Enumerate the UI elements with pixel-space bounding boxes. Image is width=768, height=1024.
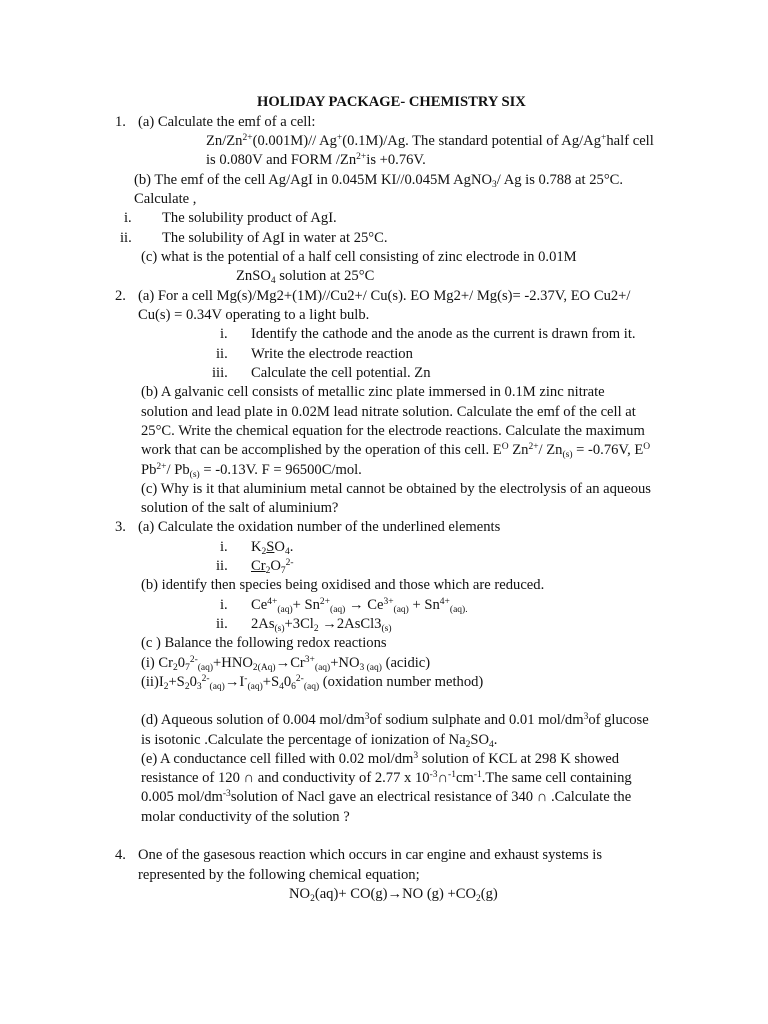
- question-3-number: 3.: [115, 519, 126, 535]
- q3-b-ii-equation: $2As_{(s)}+3Cl_2$ $\to 2AsCl3_{(s)}$: [251, 616, 392, 634]
- q3-a-ii-formula: $Cr_2O_7^{2-}$: [251, 558, 294, 576]
- q2-b-text-5: $Pb^{2+}/$ $Pb_{(s)} = -0.13V$. F = 96500C/mol.: [141, 462, 362, 480]
- q1-a-intro: (a) Calculate the emf of a cell:: [138, 114, 316, 130]
- q4-text-2: represented by the following chemical equation;: [138, 867, 420, 883]
- q4-equation: $NO_2(aq)+ CO(g)\to NO$ $(g) +CO_2(g)$: [289, 886, 498, 904]
- q2-a-i-number: i.: [220, 326, 228, 342]
- q3-e-text-1: (e) A conductance cell filled with 0.02 mol/$dm^3$ solution of KCL at 298 K showed: [141, 751, 620, 767]
- q2-a-iii-number: iii.: [212, 365, 228, 381]
- q3-e-text-4: molar conductivity of the solution ?: [141, 809, 350, 825]
- q1-c-text-1: (c) what is the potential of a half cell consisting of zinc electrode in 0.01M: [141, 249, 577, 265]
- question-1-number: 1.: [115, 114, 126, 130]
- page-title: HOLIDAY PACKAGE- CHEMISTRY SIX: [257, 94, 526, 110]
- q1-b-ii-number: ii.: [120, 230, 132, 246]
- q1-b-i-number: i.: [124, 210, 132, 226]
- q1-a-standard-potential: is 0.080V and FORM $/Zn^{2+}is +0.76V$.: [206, 152, 426, 168]
- q1-a-cell: $Zn/Zn^{2+}(0.001M)//$ Ag+(0.1M)/Ag. The standard potential of Ag/Ag+half cell: [206, 133, 654, 149]
- q1-c-text-2: ZnSO$_4$ solution at 25°C: [236, 268, 375, 286]
- q3-c-i-equation: (i) $Cr_20_7^{2-}_{(aq)}+HNO_{2(Aq)}\to Cr^{3+}_{(aq)}+NO_{3 (aq)}$ (acidic): [141, 655, 431, 673]
- q3-b-i-equation: $Ce^{4+}_{(aq)}+ Sn^{2+}_{(aq)} \to Ce^{3+}_{(aq)} + Sn^{4+}_{(aq).}$: [251, 597, 468, 615]
- q4-text-1: One of the gasesous reaction which occurs in car engine and exhaust systems is: [138, 847, 603, 863]
- q1-b-text: (b) The emf of the cell Ag/AgI in 0.045M KI//0.045M AgNO$_3$/ Ag is 0.788 at 25°C.: [134, 172, 624, 190]
- question-4-number: 4.: [115, 847, 126, 863]
- q1-b-calculate: Calculate ,: [134, 191, 197, 207]
- q2-a-i-text: Identify the cathode and the anode as the current is drawn from it.: [251, 326, 636, 342]
- q2-a-ii-text: Write the electrode reaction: [251, 346, 413, 362]
- q3-c-text: (c ) Balance the following redox reactions: [141, 635, 387, 651]
- q3-b-i-number: i.: [220, 597, 228, 613]
- q2-b-text-1: (b) A galvanic cell consists of metallic zinc plate immersed in 0.1M zinc nitrate: [141, 384, 605, 400]
- q2-a-text-2: Cu(s) = 0.34V operating to a light bulb.: [138, 307, 370, 323]
- q2-c-text-1: (c) Why is it that aluminium metal cannot be obtained by the electrolysis of an aqueous: [141, 481, 651, 497]
- q2-a-iii-text: Calculate the cell potential. Zn: [251, 365, 431, 381]
- q2-c-text-2: solution of the salt of aluminium?: [141, 500, 339, 516]
- q1-b-ii-text: The solubility of AgI in water at 25°C.: [162, 230, 388, 246]
- q2-a-ii-number: ii.: [216, 346, 228, 362]
- q3-a-ii-number: ii.: [216, 558, 228, 574]
- question-2-number: 2.: [115, 288, 126, 304]
- q3-d-text-1: (d) Aqueous solution of 0.004 mol/$dm^3of$ sodium sulphate and 0.01 mol/$dm^3of$ glucose: [141, 712, 649, 728]
- q2-b-text-4: work that can be accomplished by the operation of this cell. $E^O$ $Zn^{2+}/$ $Zn_{(s)} = -0.76V$, $E^O$: [141, 442, 651, 460]
- q2-b-text-3: 25°C. Write the chemical equation for the electrode reactions. Calculate the maximum: [141, 423, 645, 439]
- q3-e-text-3: 0.005 mol/$dm^{-3}solution$ of Nacl gave an electrical resistance of 340 ∩ .Calculate the: [141, 789, 632, 805]
- q3-e-text-2: resistance of 120 ∩ and conductivity of 2.77 x $10^{-3}\cap^{-1}cm^{-1}.The$ same cell containing: [141, 770, 632, 786]
- q3-a-i-number: i.: [220, 539, 228, 555]
- q3-c-ii-equation: $(ii)I_2+S_20_3^{2-}_{(aq)}\to I^-_{(aq)}+S_40_6^{2-}_{(aq)}$ (oxidation number method): [141, 674, 484, 692]
- q2-a-text-1: (a) For a cell Mg(s)/Mg2+(1M)//Cu2+/ Cu(s). EO Mg2+/ Mg(s)= -2.37V, EO Cu2+/: [138, 288, 631, 304]
- q3-a-text: (a) Calculate the oxidation number of the underlined elements: [138, 519, 501, 535]
- q2-b-text-2: solution and lead plate in 0.02M lead nitrate solution. Calculate the emf of the cell at: [141, 404, 636, 420]
- q3-b-ii-number: ii.: [216, 616, 228, 632]
- q3-d-text-2: is isotonic .Calculate the percentage of ionization of $Na_2SO_4$.: [141, 732, 498, 750]
- q3-b-text: (b) identify then species being oxidised and those which are reduced.: [141, 577, 545, 593]
- q3-a-i-formula: $K_2SO_4$.: [251, 539, 294, 557]
- q1-b-i-text: The solubility product of AgI.: [162, 210, 337, 226]
